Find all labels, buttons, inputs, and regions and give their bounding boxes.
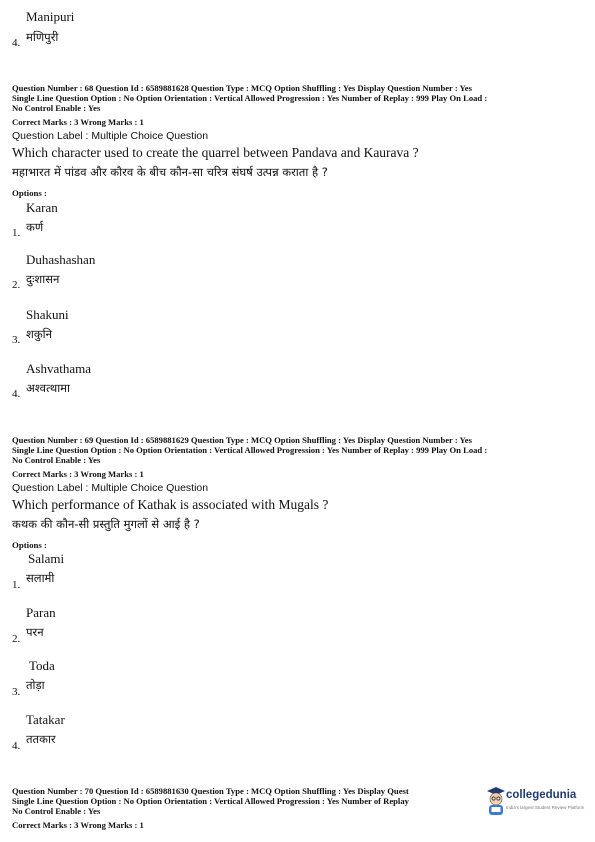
- option-number: 1.: [12, 227, 21, 239]
- option-text-en: Tatakar: [26, 712, 65, 727]
- question-text-en: Which performance of Kathak is associated with Mugals ?: [12, 497, 329, 512]
- question-meta-line: No Control Enable : Yes: [12, 103, 101, 113]
- option-text-en: Karan: [26, 200, 58, 215]
- collegedunia-watermark: [484, 782, 595, 822]
- brand-name: collegedunia: [506, 789, 577, 801]
- question-label: Question Label : Multiple Choice Question: [12, 482, 209, 494]
- options-label: Options :: [12, 188, 47, 198]
- option-text-en: Duhashashan: [26, 252, 96, 267]
- option-text-en: Paran: [26, 605, 56, 620]
- option-text-hi: अश्वत्थामा: [26, 381, 71, 395]
- option-number: 4.: [12, 37, 21, 49]
- student-mascot-icon: [486, 786, 506, 816]
- option-text-en: Shakuni: [26, 307, 69, 322]
- option-number: 2.: [12, 633, 21, 645]
- question-marks: Correct Marks : 3 Wrong Marks : 1: [12, 469, 144, 479]
- option-text-hi: तोड़ा: [26, 678, 45, 692]
- question-meta-line: Question Number : 69 Question Id : 6589881629 Question Type : MCQ Option Shuffling : Yes Display Question Number : Yes: [12, 435, 472, 445]
- option-number: 2.: [12, 279, 21, 291]
- option-text-en: Salami: [28, 551, 65, 566]
- option-text-en: Toda: [29, 658, 55, 673]
- question-text-en: Which character used to create the quarrel between Pandava and Kaurava ?: [12, 145, 419, 160]
- question-marks: Correct Marks : 3 Wrong Marks : 1: [12, 820, 144, 830]
- option-number: 3.: [12, 334, 21, 346]
- option-text-hi: शकुनि: [26, 327, 53, 341]
- option-number: 1.: [12, 579, 21, 591]
- options-label: Options :: [12, 540, 47, 550]
- option-number: 4.: [12, 388, 21, 400]
- question-meta-line: No Control Enable : Yes: [12, 806, 101, 816]
- question-text-hi: कथक की कौन-सी प्रस्तुति मुगलों से आई है ?: [12, 517, 200, 531]
- question-meta-line: No Control Enable : Yes: [12, 455, 101, 465]
- brand-tagline: India's largest Student Review Platform: [506, 805, 585, 810]
- question-meta-line: Single Line Question Option : No Option Orientation : Vertical Allowed Progression : Yes Number of Replay : 999 Play On Load :: [12, 445, 488, 455]
- option-text-hi: दुःशासन: [26, 272, 60, 286]
- option-text-hi: मणिपुरी: [26, 30, 59, 44]
- question-label: Question Label : Multiple Choice Question: [12, 130, 209, 142]
- question-meta-line: Single Line Question Option : No Option Orientation : Vertical Allowed Progression : Yes Number of Replay : 999 Play On Load :: [12, 93, 488, 103]
- option-number: 4.: [12, 740, 21, 752]
- question-meta-line: Question Number : 70 Question Id : 6589881630 Question Type : MCQ Option Shuffling : Yes Display Quest: [12, 786, 409, 796]
- question-meta-line: Single Line Question Option : No Option Orientation : Vertical Allowed Progression : Yes Number of Replay: [12, 796, 409, 806]
- question-text-hi: महाभारत में पांडव और कौरव के बीच कौन-सा चरित्र संघर्ष उत्पन्न कराता है ?: [12, 165, 328, 179]
- option-number: 3.: [12, 686, 21, 698]
- option-text-en: Ashvathama: [26, 361, 91, 376]
- question-meta-line: Question Number : 68 Question Id : 6589881628 Question Type : MCQ Option Shuffling : Yes Display Question Number : Yes: [12, 83, 472, 93]
- option-text-hi: ततकार: [26, 732, 56, 746]
- question-marks: Correct Marks : 3 Wrong Marks : 1: [12, 117, 144, 127]
- option-text-en: Manipuri: [26, 9, 75, 24]
- option-text-hi: कर्ण: [26, 220, 44, 234]
- option-text-hi: परन: [26, 625, 44, 639]
- option-text-hi: सलामी: [26, 571, 55, 585]
